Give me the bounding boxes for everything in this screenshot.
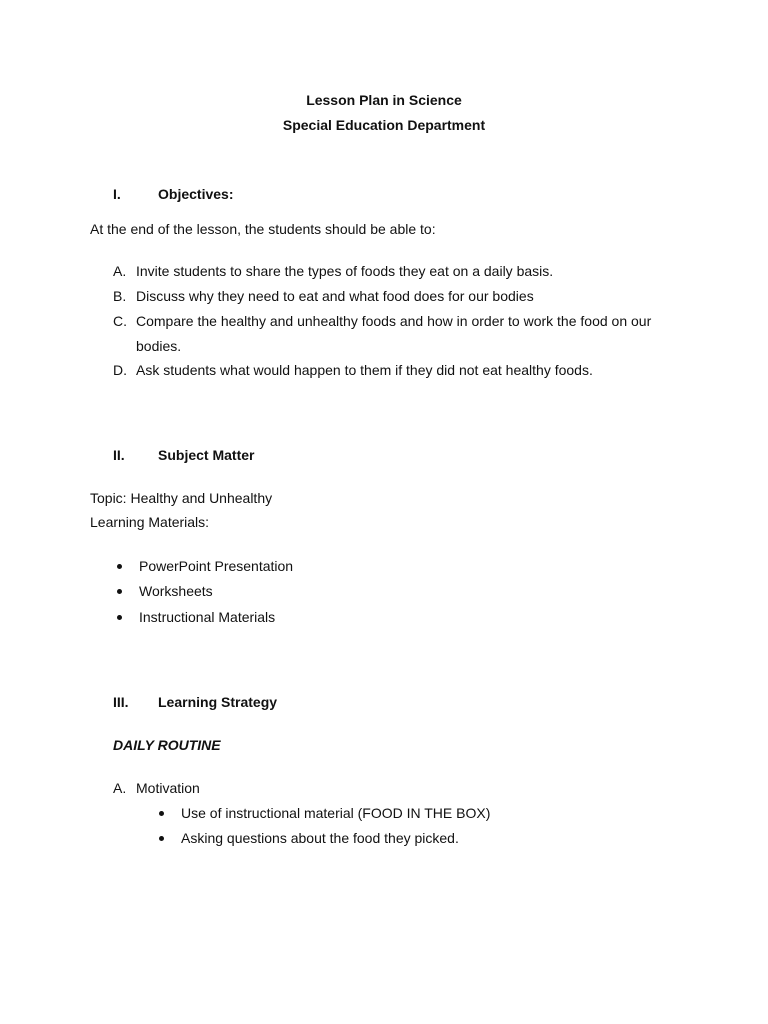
materials-label: Learning Materials:: [90, 514, 210, 530]
section-2-heading: Subject Matter: [158, 447, 255, 463]
motivation-item: Asking questions about the food they picked.: [181, 830, 459, 846]
objective-d-marker: D.: [113, 362, 127, 378]
bullet-icon: [117, 564, 122, 569]
topic-line: Topic: Healthy and Unhealthy: [90, 490, 273, 506]
bullet-icon: [159, 836, 164, 841]
motivation-label: Motivation: [136, 780, 200, 796]
section-1-numeral: I.: [113, 186, 121, 202]
objectives-intro: At the end of the lesson, the students should be able to:: [90, 221, 436, 237]
material-item: Worksheets: [139, 583, 213, 599]
bullet-icon: [117, 615, 122, 620]
objective-a-text: Invite students to share the types of foods they eat on a daily basis.: [136, 263, 554, 279]
objective-b-marker: B.: [113, 288, 127, 304]
motivation-marker: A.: [113, 780, 127, 796]
section-3-numeral: III.: [113, 694, 129, 710]
material-item: PowerPoint Presentation: [139, 558, 294, 574]
objective-c-marker: C.: [113, 313, 127, 329]
objective-d-text: Ask students what would happen to them if they did not eat healthy foods.: [136, 362, 593, 378]
objective-c-text: Compare the healthy and unhealthy foods and how in order to work the food on our: [136, 313, 652, 329]
objective-a-marker: A.: [113, 263, 127, 279]
bullet-icon: [117, 589, 122, 594]
section-3-heading: Learning Strategy: [158, 694, 278, 710]
material-item: Instructional Materials: [139, 609, 276, 625]
section-2-numeral: II.: [113, 447, 125, 463]
motivation-item: Use of instructional material (FOOD IN THE BOX): [181, 805, 491, 821]
document-subtitle: Special Education Department: [282, 117, 486, 133]
daily-routine-heading: DAILY ROUTINE: [113, 737, 221, 753]
document-title: Lesson Plan in Science: [306, 92, 462, 108]
bullet-icon: [159, 811, 164, 816]
objective-b-text: Discuss why they need to eat and what food does for our bodies: [136, 288, 534, 304]
section-1-heading: Objectives:: [158, 186, 234, 202]
objective-c-continuation: bodies.: [136, 338, 182, 354]
